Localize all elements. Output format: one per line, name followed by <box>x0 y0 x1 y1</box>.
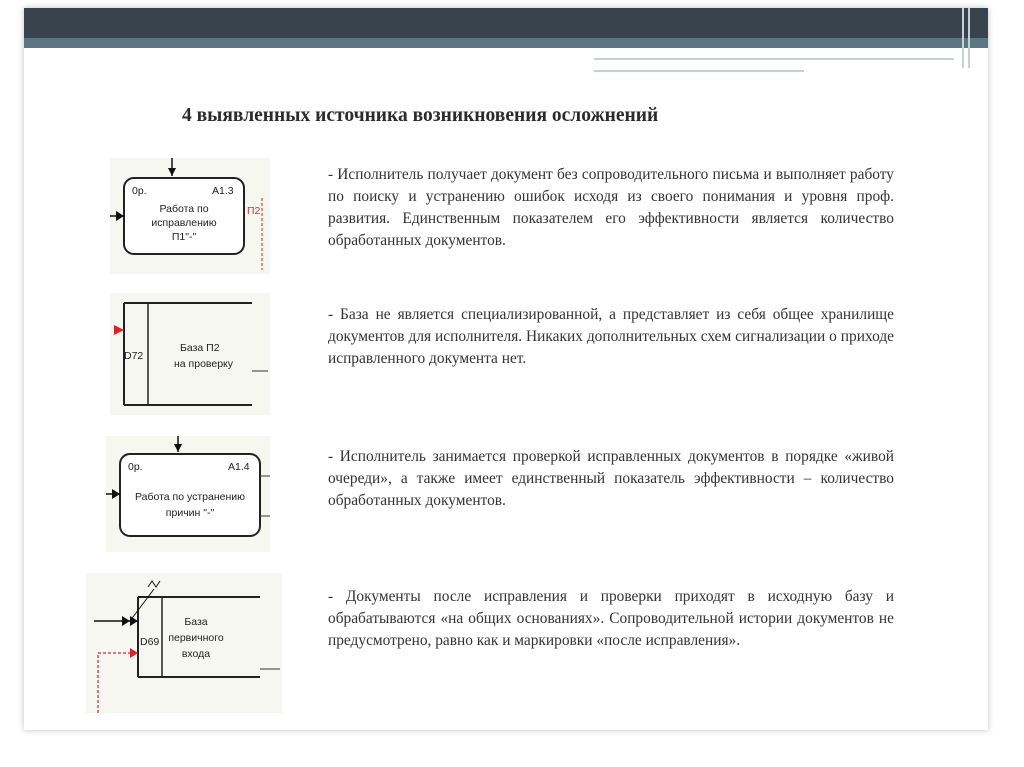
side-label: П2 <box>247 205 261 217</box>
datastore-label-line: первичного <box>168 632 224 644</box>
datastore-label-line: База П2 <box>180 342 220 354</box>
decor-stripe <box>968 8 970 68</box>
decor-stripe <box>962 8 964 68</box>
slide <box>24 8 988 730</box>
diagram-process-a13 <box>110 158 270 274</box>
item-description: - Исполнитель занимается проверкой исправленных документов в порядке «живой очереди», а также имеет единственный показатель эффективности – количество обработанных документов. <box>328 448 894 509</box>
process-label-line: П1"-" <box>171 231 197 243</box>
decor-line <box>594 70 804 72</box>
decor-line <box>594 58 954 60</box>
datastore-label-line: на проверку <box>174 358 234 370</box>
header-accent-bar <box>24 38 988 48</box>
item-description: - Документы после исправления и проверки приходят в исходную базу и обрабатываются «на общих основаниях». Сопроводительной истории документов не предусмотрено, равно как и маркировки «после исправления». <box>328 588 894 649</box>
process-label-line: Работа по устранению <box>134 491 246 503</box>
diagram-process-a14 <box>106 436 270 552</box>
datastore-id-label: D72 <box>124 350 144 362</box>
diagram-datastore-d69 <box>86 573 282 713</box>
corner-left-label: 0р. <box>132 185 147 197</box>
process-label-line: исправлению <box>151 217 217 229</box>
corner-right-label: A1.4 <box>228 461 250 473</box>
corner-right-label: A1.3 <box>212 185 234 197</box>
item-description: - База не является специализированной, а представляет из себя общее хранилище документов для исполнителя. Никаких дополнительных схем сигнализации о приходе исправленного документа нет. <box>328 306 894 367</box>
slide-title: 4 выявленных источника возникновения осложнений <box>182 105 659 126</box>
datastore-id-label: D69 <box>140 636 160 648</box>
diagram-datastore-d72 <box>110 293 270 415</box>
datastore-label-line: База <box>184 616 208 628</box>
header-bar <box>24 8 988 38</box>
process-label-line: Работа по <box>159 203 209 215</box>
item-description: - Исполнитель получает документ без сопроводительного письма и выполняет работу по поиску и устранению ошибок исходя из своего понимания и уровня проф. развития. Единственным показателем его эффективности является количество обработанных документов. <box>328 166 894 249</box>
datastore-label-line: входа <box>181 648 211 660</box>
corner-left-label: 0р. <box>128 461 143 473</box>
process-label-line: причин "-" <box>165 507 215 519</box>
